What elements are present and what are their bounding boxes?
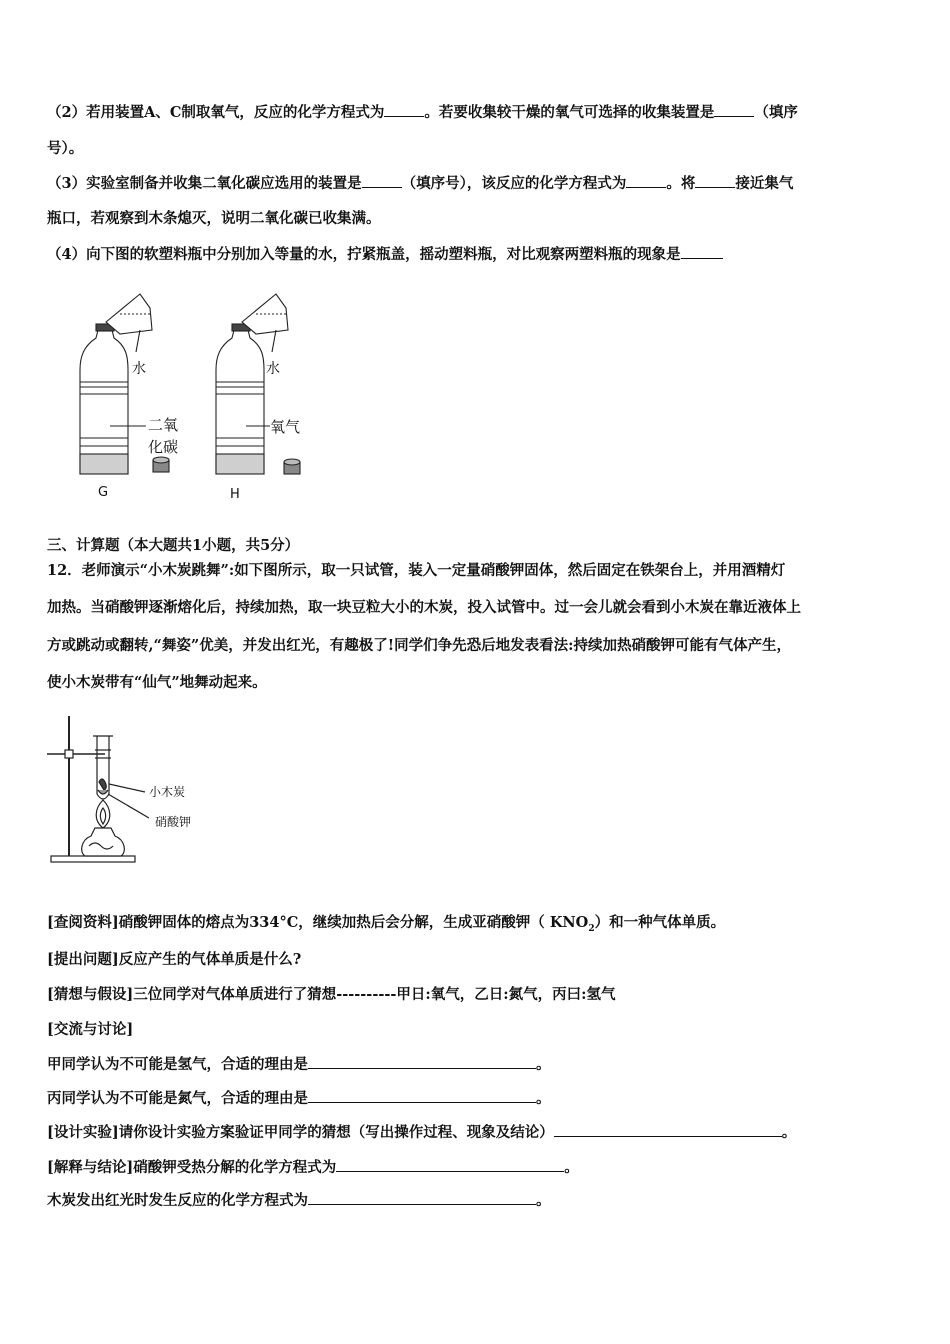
q3-text-d: 接近集气 xyxy=(735,175,794,192)
q2-blank-equation[interactable] xyxy=(384,102,424,117)
bing-text: 丙同学认为不可能是氮气，合适的理由是 xyxy=(47,1090,308,1107)
q12-line3: 方或跳动或翻转,“舞姿”优美，并发出红光，有趣极了!同学们争先恐后地发表看法:持续加热硝酸钾可能有气体产生， xyxy=(47,637,791,654)
info-subscript: 2 xyxy=(588,923,595,934)
bing-period: 。 xyxy=(536,1090,551,1107)
explain-period: 。 xyxy=(564,1159,579,1176)
q2-text-a: （2）若用装置A、C制取氧气，反应的化学方程式为 xyxy=(47,104,385,121)
jia-period: 。 xyxy=(536,1056,551,1073)
design-line xyxy=(47,1122,796,1143)
q4-line1 xyxy=(47,244,723,265)
q2-line2: 号）。 xyxy=(47,140,84,157)
charcoal-period: 。 xyxy=(536,1192,551,1209)
design-blank[interactable] xyxy=(554,1122,782,1137)
q3-blank-object[interactable] xyxy=(695,173,735,188)
gas-label-left-1: 二氧 xyxy=(148,416,179,434)
water-label-left: 水 xyxy=(132,361,146,377)
label-charcoal: 小木炭 xyxy=(149,785,186,799)
explain-line xyxy=(47,1157,579,1178)
info-line xyxy=(47,913,725,939)
bottles-figure xyxy=(70,290,320,510)
q2-line1 xyxy=(47,102,798,123)
explain-text: [解释与结论]硝酸钾受热分解的化学方程式为 xyxy=(47,1159,337,1176)
jia-line xyxy=(47,1054,551,1075)
q12-line4: 使小木炭带有“仙气”地舞动起来。 xyxy=(47,674,267,691)
bing-blank[interactable] xyxy=(308,1088,536,1103)
jia-blank[interactable] xyxy=(308,1054,536,1069)
bing-line xyxy=(47,1088,551,1109)
q3-text-b: （填序号），该反应的化学方程式为 xyxy=(401,175,627,192)
water-label-right: 水 xyxy=(266,361,280,377)
discussion-heading: [交流与讨论] xyxy=(47,1021,134,1038)
question-line: [提出问题]反应产生的气体单质是什么? xyxy=(47,951,302,968)
gas-label-left-2: 化碳 xyxy=(148,438,179,456)
design-text: [设计实验]请你设计实验方案验证甲同学的猜想（写出操作过程、现象及结论） xyxy=(47,1124,554,1141)
q2-blank-device[interactable] xyxy=(714,102,754,117)
hypothesis-line: [猜想与假设]三位同学对气体单质进行了猜想----------甲日:氧气，乙日:氮气，丙曰:氢气 xyxy=(47,986,616,1003)
bottle-h xyxy=(216,330,264,474)
q3-line2: 瓶口，若观察到木条熄灭，说明二氧化碳已收集满。 xyxy=(47,210,381,227)
q3-line1 xyxy=(47,173,793,194)
q12-line1: 12．老师演示“小木炭跳舞”:如下图所示，取一只试管，装入一定量硝酸钾固体，然后固定在铁架台上，并用酒精灯 xyxy=(47,562,786,579)
label-kno3: 硝酸钾 xyxy=(155,815,192,829)
charcoal-text: 木炭发出红光时发生反应的化学方程式为 xyxy=(47,1192,308,1209)
q3-blank-equation[interactable] xyxy=(626,173,666,188)
apparatus-figure xyxy=(45,710,215,870)
bottle-g xyxy=(80,330,128,474)
jia-text: 甲同学认为不可能是氢气，合适的理由是 xyxy=(47,1056,308,1073)
q2-text-b: 。若要收集较干燥的氧气可选择的收集装置是 xyxy=(424,104,715,121)
label-h: H xyxy=(230,487,240,502)
q12-line2: 加热。当硝酸钾逐渐熔化后，持续加热，取一块豆粒大小的木炭，投入试管中。过一会儿就会看到小木炭在靠近液体上 xyxy=(47,599,801,616)
explain-blank[interactable] xyxy=(336,1157,564,1172)
q4-text: （4）向下图的软塑料瓶中分别加入等量的水，拧紧瓶盖，摇动塑料瓶，对比观察两塑料瓶的现象是 xyxy=(47,246,681,263)
gas-label-right: 氧气 xyxy=(270,418,301,436)
design-period: 。 xyxy=(781,1124,797,1141)
charcoal-line xyxy=(47,1190,551,1211)
info-text-b: ）和一种气体单质。 xyxy=(594,914,726,931)
q3-blank-device[interactable] xyxy=(362,173,402,188)
info-text-a: [查阅资料]硝酸钾固体的熔点为334°C，继续加热后会分解，生成亚硝酸钾（ KNO xyxy=(47,914,589,931)
section3-heading: 三、计算题（本大题共1小题，共5分） xyxy=(47,537,300,554)
charcoal-blank[interactable] xyxy=(308,1190,536,1205)
q4-blank-phenomenon[interactable] xyxy=(681,244,723,259)
label-g: G xyxy=(98,485,109,500)
q3-text-c: 。将 xyxy=(666,175,696,192)
q3-text-a: （3）实验室制备并收集二氧化碳应选用的装置是 xyxy=(47,175,362,192)
q2-text-c: （填序 xyxy=(754,104,798,121)
